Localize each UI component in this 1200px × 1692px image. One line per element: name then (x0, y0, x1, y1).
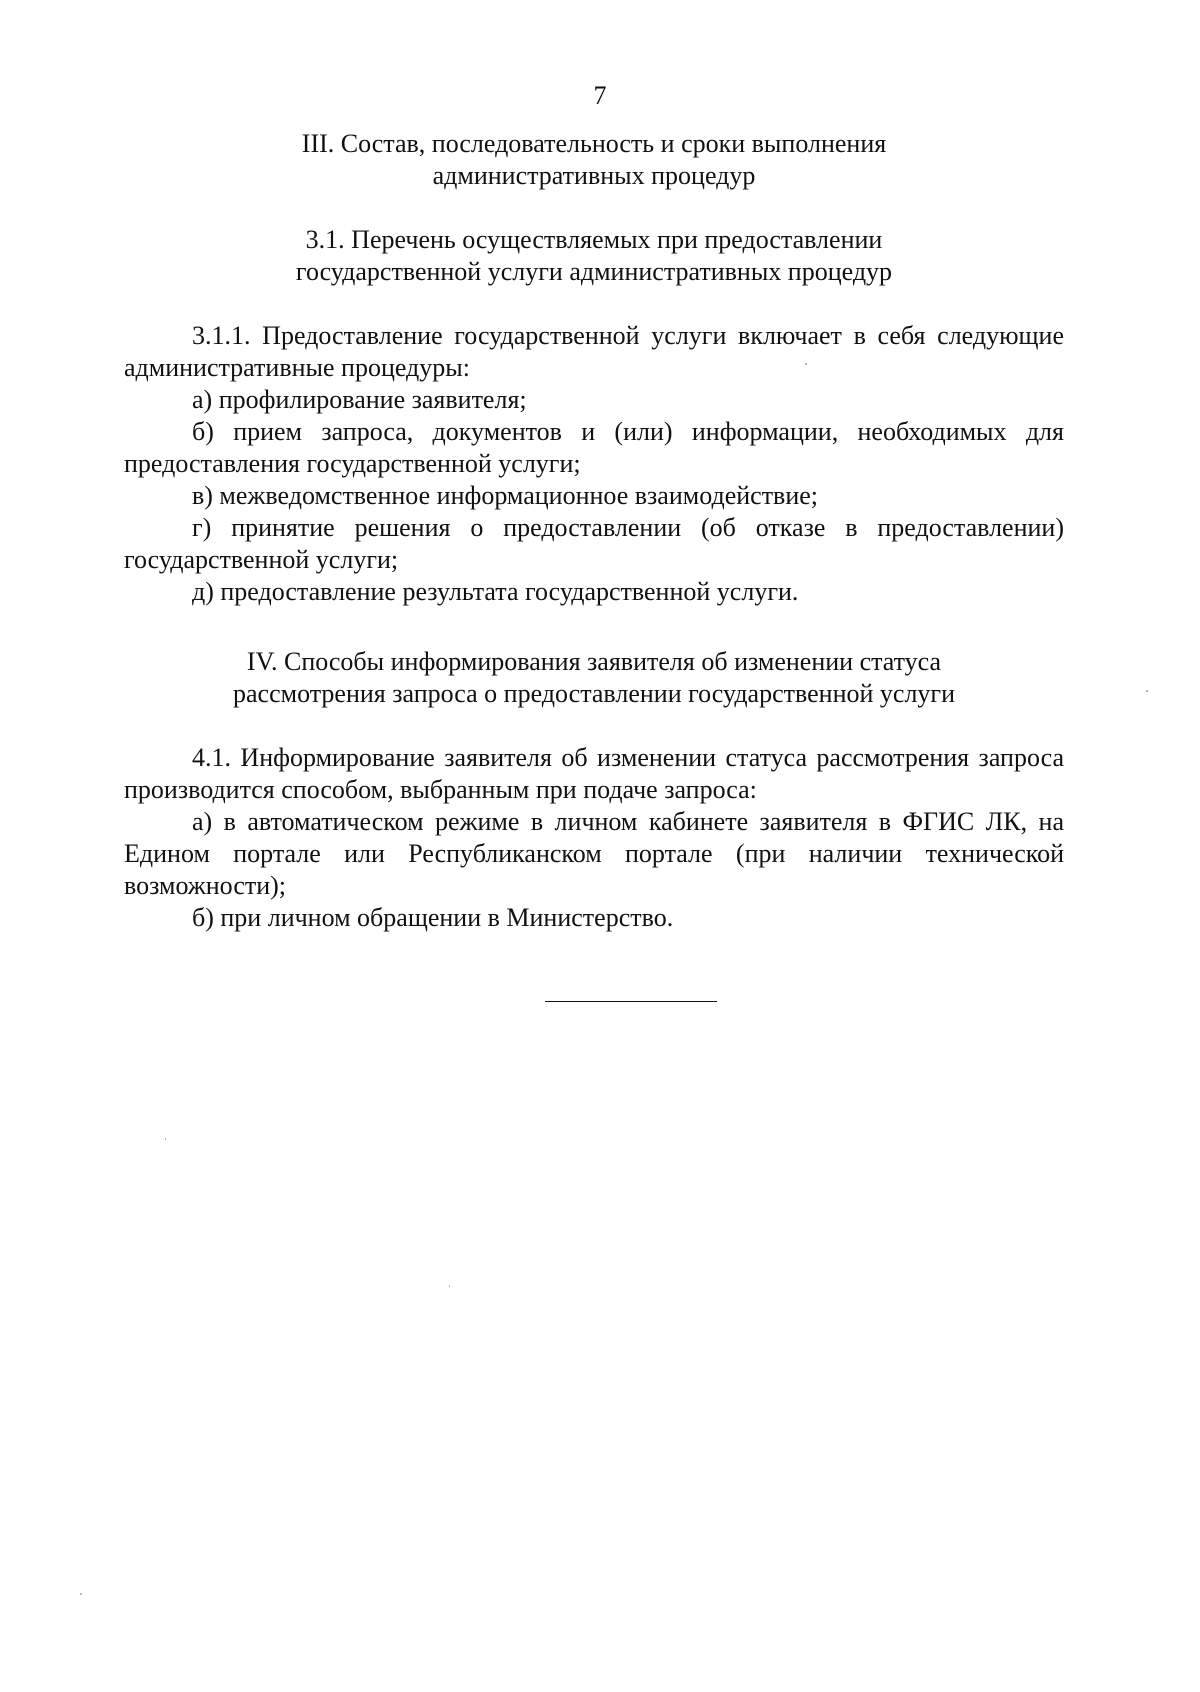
section-3-1-heading (124, 224, 1064, 288)
section-3-heading-line-1: III. Состав, последовательность и сроки выполнения (301, 129, 887, 158)
section-4-heading-line-2: рассмотрения запроса о предоставлении государственной услуги (233, 679, 955, 708)
page-number: 7 (593, 81, 607, 110)
scan-speck (80, 1593, 82, 1595)
section-3-heading-line-2: административных процедур (432, 161, 756, 190)
scan-speck (165, 1138, 166, 1140)
section-3-1-1 (124, 320, 1064, 608)
list-item-d: д) предоставление результата государственной услуги. (192, 577, 799, 606)
scan-speck (805, 363, 807, 365)
section-3-1-1-intro: 3.1.1. Предоставление государственной услуги включает в себя следующие административные процедуры: (124, 321, 1064, 382)
list-item-v: в) межведомственное информационное взаимодействие; (192, 481, 819, 510)
list-item-a: а) профилирование заявителя; (192, 385, 527, 414)
list-item-a-2: а) в автоматическом режиме в личном кабинете заявителя в ФГИС ЛК, на Едином портале или Республиканском портале (при наличии технической возможности); (124, 807, 1064, 900)
scan-speck (1146, 690, 1148, 692)
list-item-g: г) принятие решения о предоставлении (об отказе в предоставлении) государственной услуги; (124, 513, 1064, 574)
section-4-1-intro: 4.1. Информирование заявителя об изменении статуса рассмотрения запроса производится способом, выбранным при подаче запроса: (124, 743, 1064, 804)
scan-speck (449, 1285, 450, 1287)
section-3-heading (124, 128, 1064, 192)
section-4-heading (124, 646, 1064, 710)
section-3-1-heading-line-1: 3.1. Перечень осуществляемых при предоставлении (305, 225, 883, 254)
section-4-1 (124, 742, 1064, 934)
section-3-1-heading-line-2: государственной услуги административных процедур (295, 257, 893, 286)
section-4-heading-line-1: IV. Способы информирования заявителя об изменении статуса (246, 647, 942, 676)
list-item-b-2: б) при личном обращении в Министерство. (192, 903, 674, 932)
list-item-b: б) прием запроса, документов и (или) информации, необходимых для предоставления государственной услуги; (124, 417, 1064, 478)
end-rule (545, 1001, 717, 1002)
